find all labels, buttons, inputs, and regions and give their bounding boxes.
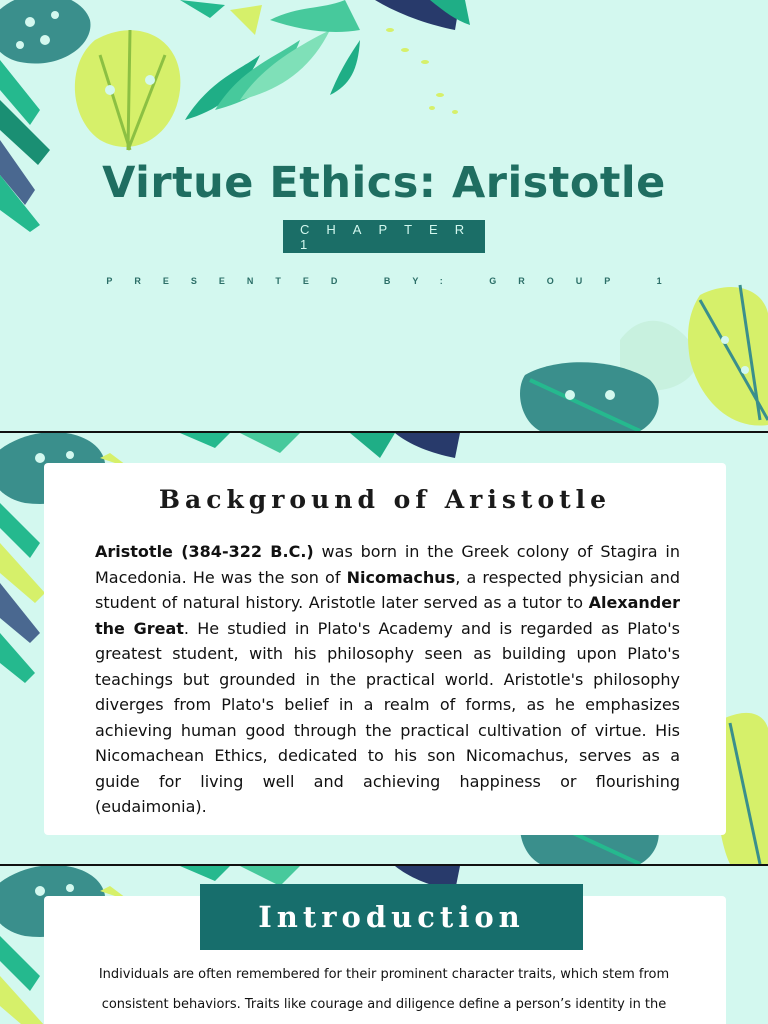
bottom-right-leaves — [520, 285, 768, 431]
body-text: . He studied in Plato's Academy and is regarded as Plato's greatest student, with his philosophy seen as building upon Plato's teachings but grounded in the practical world. Aristotle's philosophy diverges from Plato's belief in a realm of forms, as he emphasizes achieving human good through the practical cultivation of virtue. His Nicomachean Ethics, dedicated to his son Nicomachus, serves as a guide for living well and achieving happiness or flourishing (eudaimonia). — [95, 618, 681, 816]
chapter-label: CHAPTER 1 — [283, 220, 485, 253]
palm-leaf-icon — [0, 503, 45, 683]
background-paragraph — [95, 539, 680, 820]
background-heading: Background of Aristotle — [158, 485, 612, 514]
navy-leaf-icon — [375, 0, 470, 30]
emphasis-text: Nicomachus — [346, 567, 456, 587]
slide-background — [0, 433, 768, 864]
palm-leaf-icon — [0, 936, 45, 1024]
body-text: was born in the Greek colony of Stagira in Macedonia. He was the son of — [95, 542, 680, 587]
body-text: , a respected physician and student of natural history. Aristotle later served as a tutor to — [95, 567, 681, 612]
introduction-line: Individuals are often remembered for their prominent character traits, which stem from — [98, 967, 670, 982]
monstera-leaf-icon — [0, 0, 90, 64]
slide-title — [0, 0, 768, 431]
slide-title-heading: Virtue Ethics: Aristotle — [102, 158, 666, 208]
tropical-leaves-decoration — [0, 0, 768, 431]
background-card — [44, 463, 726, 835]
introduction-line: consistent behaviors. Traits like courage and diligence define a person’s identity in the — [101, 997, 667, 1012]
lime-leaf-icon — [75, 30, 181, 150]
emphasis-text: Aristotle (384-322 B.C.) — [95, 542, 314, 561]
introduction-heading: Introduction — [200, 884, 583, 950]
slide-introduction — [0, 866, 768, 1024]
fern-leaf-icon — [180, 0, 360, 120]
introduction-paragraph — [86, 960, 682, 1020]
presented-by-label: PRESENTED BY: GROUP 1 — [106, 276, 684, 286]
seed-dots-decoration — [386, 28, 458, 114]
emphasis-text: Alexander the Great — [95, 593, 680, 638]
